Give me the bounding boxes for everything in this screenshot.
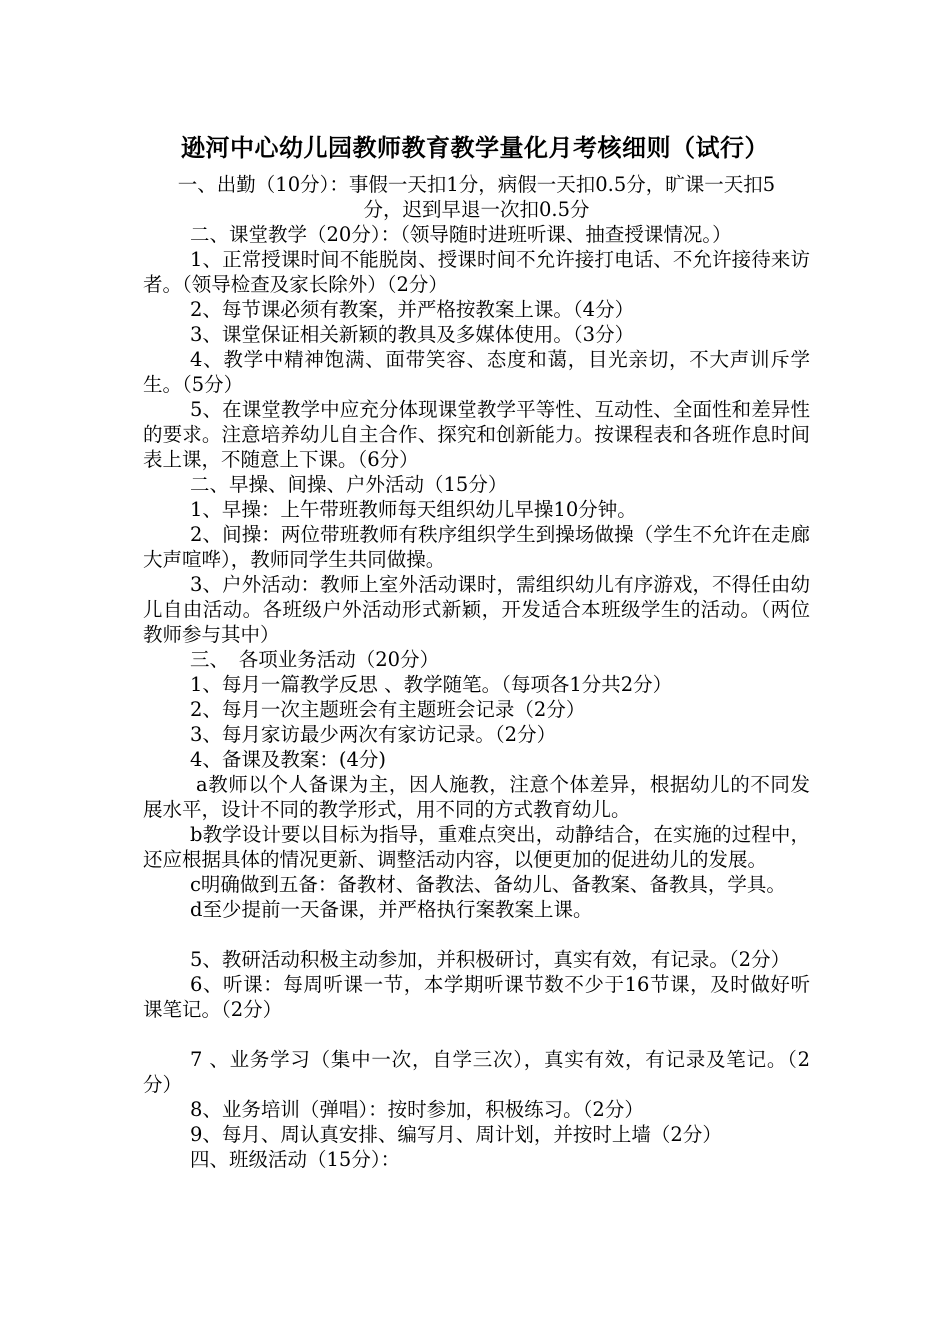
business-item-5: 5、教研活动积极主动参加，并积极研讨，真实有效，有记录。（2分） <box>190 948 791 971</box>
business-item-8: 8、业务培训（弹唱）：按时参加，积极练习。（2分） <box>190 1098 644 1121</box>
business-item-9: 9、每月、周认真安排、编写月、周计划，并按时上墙（2分） <box>190 1123 722 1146</box>
document-body <box>143 172 810 1172</box>
business-item-7: 7 、业务学习（集中一次，自学三次），真实有效，有记录及笔记。（2分） <box>143 1048 810 1096</box>
section-business-activities: 三、 各项业务活动（20分） <box>190 648 440 671</box>
exercise-item-2: 2、间操：两位带班教师有秩序组织学生到操场做操（学生不允许在走廊大声喧哗），教师同学生共同做操。 <box>143 523 810 571</box>
blank-line <box>143 1022 810 1047</box>
classroom-item-4: 4、教学中精神饱满、面带笑容、态度和蔼，目光亲切，不大声训斥学生。（5分） <box>143 348 810 396</box>
business-item-4: 4、备课及教案：(4分) <box>190 748 387 771</box>
classroom-item-3: 3、课堂保证相关新颖的教具及多媒体使用。（3分） <box>190 323 635 346</box>
classroom-item-5: 5、在课堂教学中应充分体现课堂教学平等性、互动性、全面性和差异性的要求。注意培养幼儿自主合作、探究和创新能力。按课程表和各班作息时间表上课，不随意上下课。（6分） <box>143 398 810 471</box>
classroom-item-2: 2、每节课必须有教案，并严格按教案上课。（4分） <box>190 298 635 321</box>
lesson-prep-item-c: c明确做到五备：备教材、备教法、备幼儿、备教案、备教具，学具。 <box>190 873 786 896</box>
section-exercises: 二、早操、间操、户外活动（15分） <box>190 473 508 496</box>
classroom-item-1: 1、正常授课时间不能脱岗、授课时间不允许接打电话、不允许接待来访者。（领导检查及家长除外）（2分） <box>143 248 810 296</box>
lesson-prep-item-b: b教学设计要以目标为指导，重难点突出，动静结合，在实施的过程中，还应根据具体的情况更新、调整活动内容，以便更加的促进幼儿的发展。 <box>143 823 810 871</box>
business-item-1: 1、每月一篇教学反思 、教学随笔。（每项各1分共2分） <box>190 673 673 696</box>
exercise-item-1: 1、早操：上午带班教师每天组织幼儿早操10分钟。 <box>190 498 637 521</box>
exercise-item-3: 3、户外活动：教师上室外活动课时，需组织幼儿有序游戏，不得任由幼儿自由活动。各班级户外活动形式新颖，开发适合本班级学生的活动。（两位教师参与其中） <box>143 573 810 646</box>
business-item-3: 3、每月家访最少两次有家访记录。（2分） <box>190 723 557 746</box>
lesson-prep-item-d: d至少提前一天备课，并严格执行案教案上课。 <box>190 898 593 921</box>
section-classroom-teaching: 二、课堂教学（20分）：（领导随时进班听课、抽查授课情况。） <box>190 223 732 246</box>
section-class-activities: 四、班级活动（15分）： <box>190 1148 401 1171</box>
business-item-6: 6、听课：每周听课一节，本学期听课节数不少于16节课，及时做好听课笔记。（2分） <box>143 973 810 1021</box>
lesson-prep-item-a: a教师以个人备课为主，因人施教，注意个体差异，根据幼儿的不同发展水平，设计不同的教学形式，用不同的方式教育幼儿。 <box>143 773 810 821</box>
document-title: 逊河中心幼儿园教师教育教学量化月考核细则（试行） <box>181 134 769 162</box>
business-item-2: 2、每月一次主题班会有主题班会记录（2分） <box>190 698 586 721</box>
section-attendance: 一、出勤（10分）：事假一天扣1分，病假一天扣0.5分，旷课一天扣5分，迟到早退一次扣0.5分 <box>177 173 776 221</box>
blank-line <box>143 922 810 947</box>
